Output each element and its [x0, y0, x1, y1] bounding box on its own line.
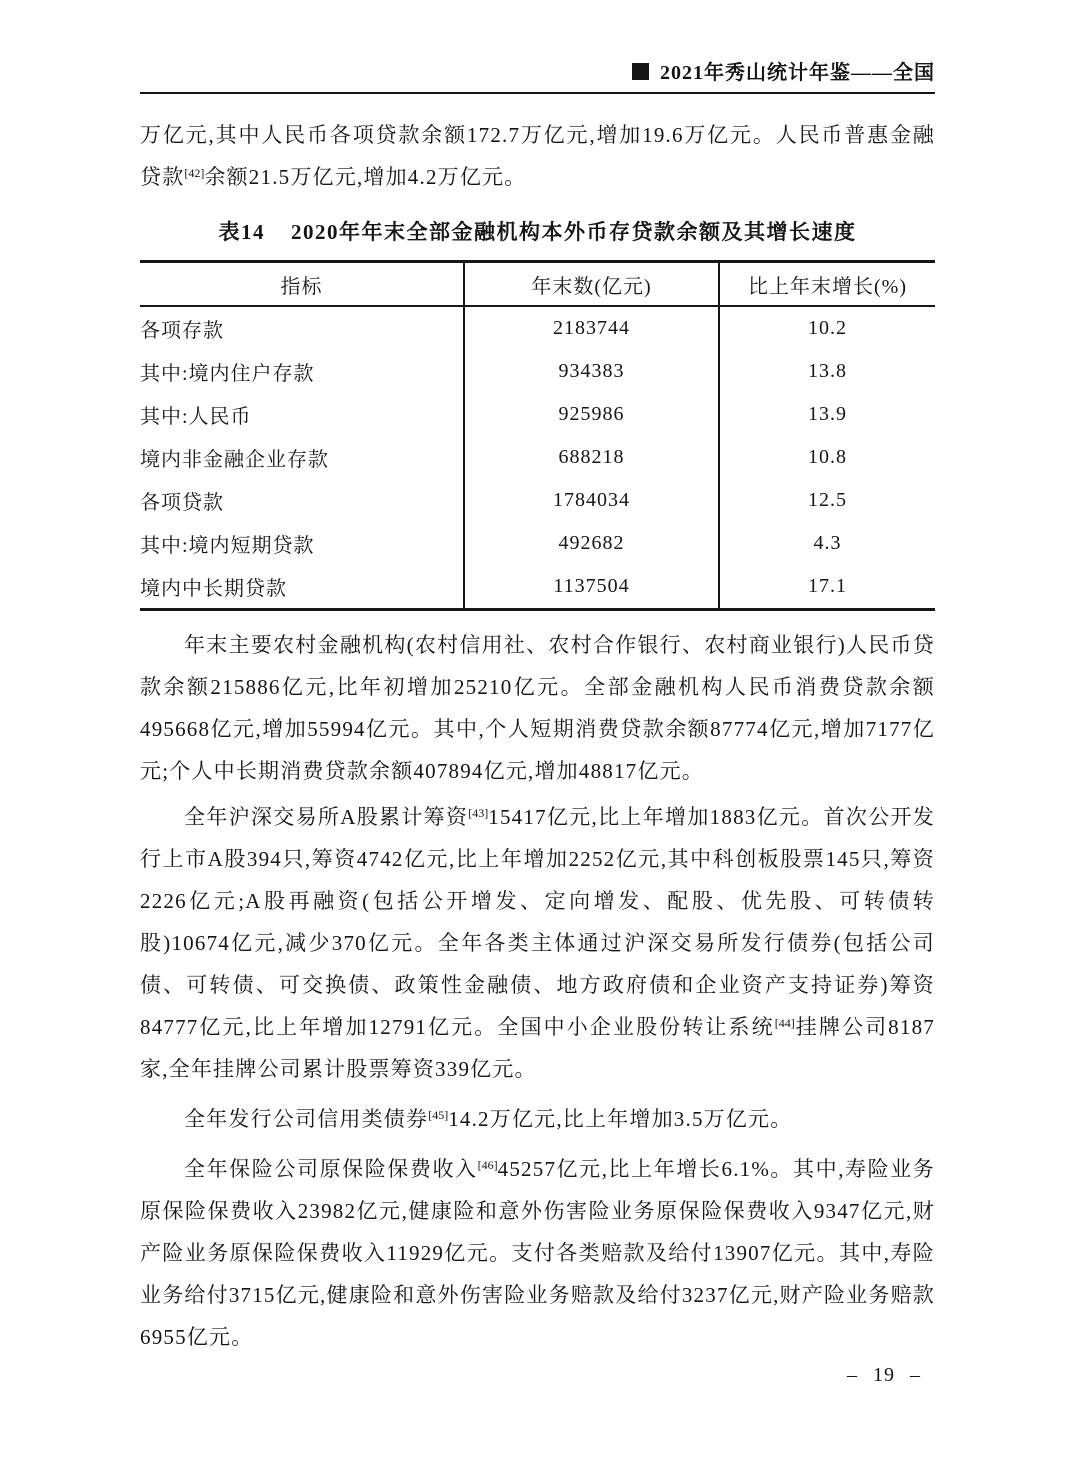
- footnote-ref: [46]: [477, 1158, 498, 1172]
- table-row: [140, 306, 935, 350]
- footnote-ref: [43]: [468, 806, 489, 820]
- paragraph-5: 全年保险公司原保险保费收入[46]45257亿元,比上年增长6.1%。其中,寿险业务原保险保费收入23982亿元,健康险和意外伤害险业务原保险保费收入9347亿元,财产险业务原保险保费收入11929亿元。支付各类赔款及给付13907亿元。其中,寿险业务给付3715亿元,健康险和意外伤害险业务赔款及给付3237亿元,财产险业务赔款6955亿元。: [140, 1157, 935, 1349]
- header-title: 2021年秀山统计年鉴——全国: [660, 62, 935, 84]
- col-header-year-end-value: 年末数(亿元): [464, 262, 719, 307]
- cell-growth: 13.8: [808, 360, 847, 382]
- cell-year-end-value: 492682: [464, 522, 719, 565]
- cell-indicator: 各项存款: [140, 306, 464, 350]
- table-title: [140, 217, 935, 247]
- table-row: [140, 350, 935, 393]
- header-square-icon: [632, 63, 649, 80]
- cell-year-end-value: 934383: [464, 350, 719, 393]
- cell-indicator: 境内中长期贷款: [140, 565, 464, 610]
- cell-year-end-value: 1784034: [464, 479, 719, 522]
- page-footer: [140, 1362, 935, 1388]
- footnote-ref: [42]: [184, 166, 205, 180]
- cell-growth: 10.2: [808, 317, 847, 339]
- page-number: – 19 –: [847, 1364, 921, 1386]
- cell-growth: 13.9: [808, 403, 847, 425]
- table-title-text: 2020年年末全部金融机构本外币存贷款余额及其增长速度: [291, 220, 857, 244]
- paragraph-1: 万亿元,其中人民币各项贷款余额172.7万亿元,增加19.6万亿元。人民币普惠金融贷款[42]余额21.5万亿元,增加4.2万亿元。: [140, 123, 935, 189]
- content: [140, 112, 935, 1358]
- cell-growth: 17.1: [808, 575, 847, 597]
- table-row: [140, 436, 935, 479]
- stats-table: [140, 260, 935, 611]
- stats-table-head: [140, 262, 935, 307]
- cell-growth: 4.3: [813, 532, 842, 554]
- cell-year-end-value: 688218: [464, 436, 719, 479]
- cell-year-end-value: 2183744: [464, 306, 719, 350]
- table-title-label: 表14: [218, 220, 265, 244]
- table-row: [140, 393, 935, 436]
- footnote-ref: [44]: [774, 1016, 795, 1030]
- col-header-indicator: 指标: [140, 262, 464, 307]
- paragraph-2: 年末主要农村金融机构(农村信用社、农村合作银行、农村商业银行)人民币贷款余额215886亿元,比年初增加25210亿元。全部金融机构人民币消费贷款余额495668亿元,增加55994亿元。其中,个人短期消费贷款余额87774亿元,增加7177亿元;个人中长期消费贷款余额407894亿元,增加48817亿元。: [140, 633, 935, 783]
- header-row: [140, 262, 935, 307]
- cell-year-end-value: 1137504: [464, 565, 719, 610]
- cell-indicator: 其中:境内短期贷款: [140, 522, 464, 565]
- page-header: [140, 62, 935, 94]
- cell-indicator: 境内非金融企业存款: [140, 436, 464, 479]
- table-row: [140, 479, 935, 522]
- paragraph-3: 全年沪深交易所A股累计筹资[43]15417亿元,比上年增加1883亿元。首次公开发行上市A股394只,筹资4742亿元,比上年增加2252亿元,其中科创板股票145只,筹资2226亿元;A股再融资(包括公开增发、定向增发、配股、优先股、可转债转股)10674亿元,减少370亿元。全年各类主体通过沪深交易所发行债券(包括公司债、可转债、可交换债、政策性金融债、地方政府债和企业资产支持证券)筹资84777亿元,比上年增加12791亿元。全国中小企业股份转让系统[44]挂牌公司8187家,全年挂牌公司累计股票筹资339亿元。: [140, 805, 936, 1081]
- stats-table-body: [140, 306, 935, 610]
- cell-year-end-value: 925986: [464, 393, 719, 436]
- table-row: [140, 522, 935, 565]
- cell-growth: 10.8: [808, 446, 847, 468]
- cell-indicator: 其中:境内住户存款: [140, 350, 464, 393]
- cell-indicator: 各项贷款: [140, 479, 464, 522]
- col-header-growth: 比上年末增长(%): [719, 262, 935, 307]
- cell-growth: 12.5: [808, 489, 847, 511]
- cell-indicator: 其中:人民币: [140, 393, 464, 436]
- paragraph-4: 全年发行公司信用类债券[45]14.2万亿元,比上年增加3.5万亿元。: [184, 1107, 793, 1131]
- footnote-ref: [45]: [428, 1108, 449, 1122]
- table-row: [140, 565, 935, 610]
